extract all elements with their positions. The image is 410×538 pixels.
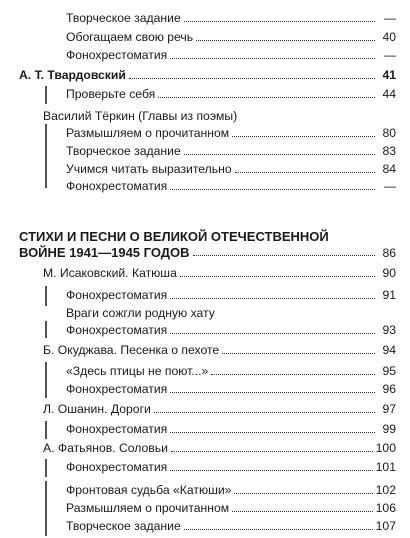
entry-title: Учимся читать выразительно bbox=[66, 162, 232, 176]
toc-entry bbox=[66, 500, 396, 516]
leader-dots bbox=[170, 298, 375, 299]
toc-entry bbox=[66, 10, 396, 26]
leader-dots bbox=[154, 412, 375, 413]
entry-page: 100 bbox=[375, 441, 396, 455]
author-name: А. Фатьянов. bbox=[43, 441, 116, 455]
vertical-rule bbox=[45, 286, 47, 306]
leader-dots bbox=[170, 333, 375, 334]
entry-page: 101 bbox=[375, 460, 396, 474]
entry-title: Враги сожгли родную хату bbox=[66, 306, 215, 320]
section-page: 86 bbox=[382, 246, 396, 260]
entry-title: Фонохрестоматия bbox=[66, 48, 168, 62]
author-name: Л. Ошанин. bbox=[43, 402, 108, 416]
entry-title: Творческое задание bbox=[66, 144, 181, 158]
toc-entry bbox=[66, 381, 396, 397]
vertical-rule bbox=[45, 481, 47, 536]
entry-page: 90 bbox=[382, 266, 396, 280]
entry-page: 44 bbox=[382, 87, 396, 101]
toc-entry bbox=[66, 459, 396, 475]
section-title-line2: ВОЙНЕ 1941—1945 ГОДОВ bbox=[19, 245, 190, 260]
entry-title: Соловьи bbox=[118, 441, 168, 455]
author-name: М. Исаковский. bbox=[43, 266, 129, 280]
leader-dots bbox=[184, 529, 373, 530]
toc-author-entry bbox=[43, 440, 396, 456]
entry-page: 94 bbox=[382, 343, 396, 357]
vertical-rule bbox=[45, 362, 47, 398]
leader-dots bbox=[171, 451, 373, 452]
toc-work-title bbox=[66, 305, 396, 321]
entry-page: 102 bbox=[375, 483, 396, 497]
entry-title: Фонохрестоматия bbox=[66, 422, 168, 436]
vertical-rule bbox=[45, 321, 47, 338]
toc-entry bbox=[66, 287, 396, 303]
section-title-line1: СТИХИ И ПЕСНИ О ВЕЛИКОЙ ОТЕЧЕСТВЕННОЙ bbox=[19, 229, 329, 244]
leader-dots bbox=[196, 40, 375, 41]
leader-dots bbox=[158, 97, 375, 98]
toc-entry bbox=[66, 125, 396, 141]
leader-dots bbox=[180, 276, 375, 277]
toc-entry bbox=[66, 143, 396, 159]
entry-title: Проверьте себя bbox=[66, 87, 156, 101]
toc-entry bbox=[66, 322, 396, 338]
entry-title: Размышляем о прочитанном bbox=[66, 501, 230, 515]
leader-dots bbox=[129, 78, 375, 79]
leader-dots bbox=[211, 374, 375, 375]
entry-page: 106 bbox=[375, 501, 396, 515]
entry-title: Размышляем о прочитанном bbox=[66, 126, 230, 140]
toc-entry bbox=[66, 482, 396, 498]
toc-author-entry bbox=[43, 401, 396, 417]
toc-entry bbox=[66, 86, 396, 102]
vertical-rule bbox=[45, 421, 47, 439]
entry-title: Фонохрестоматия bbox=[66, 323, 168, 337]
leader-dots bbox=[184, 154, 375, 155]
entry-title: Творческое задание bbox=[66, 519, 181, 533]
leader-dots bbox=[232, 511, 372, 512]
entry-title: Фронтовая судьба «Катюши» bbox=[66, 483, 232, 497]
vertical-rule bbox=[45, 459, 47, 477]
toc-work-title bbox=[43, 108, 396, 124]
entry-page: 97 bbox=[382, 402, 396, 416]
entry-page: 84 bbox=[382, 162, 396, 176]
entry-title: Творческое задание bbox=[66, 11, 181, 25]
leader-dots bbox=[170, 58, 375, 59]
toc-entry bbox=[66, 178, 396, 194]
entry-page: 91 bbox=[382, 288, 396, 302]
toc-author-entry bbox=[19, 67, 396, 83]
entry-page: — bbox=[383, 48, 396, 62]
leader-dots bbox=[170, 470, 372, 471]
toc-entry bbox=[66, 161, 396, 177]
leader-dots bbox=[170, 392, 375, 393]
vertical-rule bbox=[45, 124, 47, 188]
entry-page: 99 bbox=[382, 422, 396, 436]
vertical-rule bbox=[45, 86, 47, 104]
entry-title: Фонохрестоматия bbox=[66, 179, 168, 193]
entry-page: — bbox=[383, 11, 396, 25]
leader-dots bbox=[234, 493, 372, 494]
leader-dots bbox=[222, 353, 375, 354]
entry-page: 93 bbox=[382, 323, 396, 337]
entry-title: «Здесь птицы не поют...» bbox=[66, 364, 209, 378]
author-name: Б. Окуджава. bbox=[43, 343, 117, 357]
leader-dots bbox=[232, 136, 375, 137]
entry-page: 107 bbox=[375, 519, 396, 533]
entry-title: Фонохрестоматия bbox=[66, 382, 168, 396]
toc-author-entry bbox=[43, 265, 396, 281]
leader-dots bbox=[184, 21, 375, 22]
toc-entry bbox=[66, 518, 396, 534]
toc-entry bbox=[66, 29, 396, 45]
entry-page: 80 bbox=[382, 126, 396, 140]
entry-title: Василий Тёркин (Главы из поэмы) bbox=[43, 109, 238, 123]
entry-title: Обогащаем свою речь bbox=[66, 30, 194, 44]
leader-dots bbox=[235, 172, 375, 173]
toc-entry bbox=[66, 47, 396, 63]
entry-page: 83 bbox=[382, 144, 396, 158]
leader-dots bbox=[193, 255, 375, 256]
leader-dots bbox=[170, 189, 375, 190]
author-name: А. Т. Твардовский bbox=[19, 68, 126, 82]
toc-entry bbox=[66, 421, 396, 437]
entry-title: Фонохрестоматия bbox=[66, 460, 168, 474]
entry-page: 40 bbox=[382, 30, 396, 44]
entry-title: Катюша bbox=[131, 266, 177, 280]
entry-title: Фонохрестоматия bbox=[66, 288, 168, 302]
leader-dots bbox=[170, 432, 375, 433]
toc-author-entry bbox=[43, 342, 396, 358]
entry-page: 95 bbox=[382, 364, 396, 378]
entry-page: — bbox=[383, 179, 396, 193]
entry-page: 41 bbox=[382, 68, 396, 82]
toc-entry bbox=[66, 363, 396, 379]
entry-page: 96 bbox=[382, 382, 396, 396]
entry-title: Дороги bbox=[110, 402, 151, 416]
entry-title: Песенка о пехоте bbox=[120, 343, 220, 357]
section-heading bbox=[19, 228, 396, 261]
